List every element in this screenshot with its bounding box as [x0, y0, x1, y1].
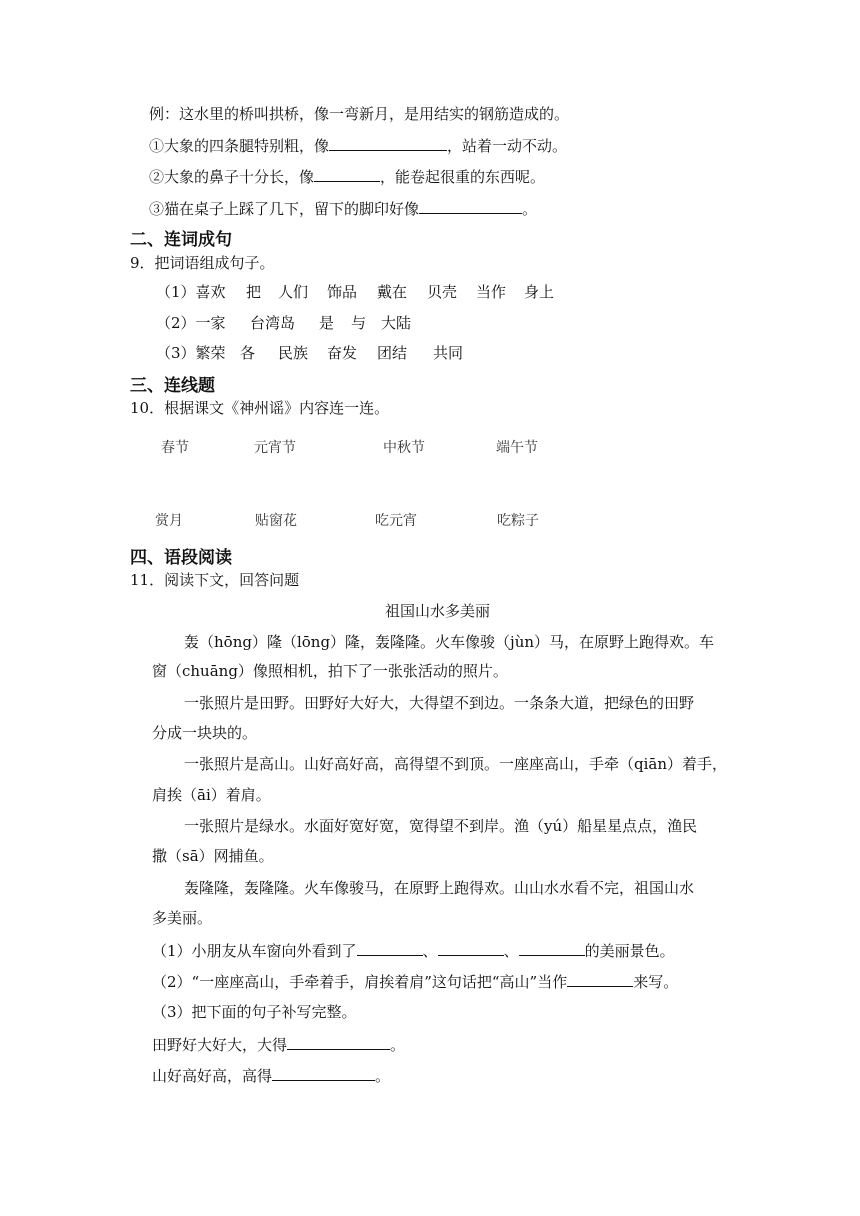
fill-sentence-1	[152, 1034, 405, 1055]
passage-line: 一张照片是田野。田野好大好大，大得望不到边。一条条大道，把绿色的田野	[184, 694, 695, 712]
match-item-bottom-1[interactable]: 赏月	[155, 513, 183, 529]
subquestion-1	[152, 940, 675, 961]
fill-sentence-2-tail: 。	[375, 1067, 391, 1085]
word: 身上	[524, 283, 555, 301]
word: 奋发	[327, 344, 358, 362]
question-10: 10．根据课文《神州谣》内容连一连。	[130, 399, 390, 417]
subquestion-3: （3）把下面的句子补写完整。	[152, 1003, 357, 1021]
q8-item-3-text-a: ③猫在桌子上踩了几下，留下的脚印好像	[149, 200, 420, 218]
answer-blank[interactable]	[419, 198, 522, 214]
match-item-bottom-3[interactable]: 吃元宵	[375, 513, 417, 529]
q8-item-2	[149, 166, 545, 187]
q8-item-3	[149, 198, 537, 219]
section-heading-3: 三、连线题	[130, 376, 215, 396]
answer-blank[interactable]	[272, 1065, 375, 1081]
match-item-top-1[interactable]: 春节	[161, 440, 189, 456]
answer-blank[interactable]	[314, 166, 380, 182]
q8-item-3-text-b: 。	[522, 200, 538, 218]
subquestion-2-text: （2）“一座座高山，手牵着手，肩挨着肩”这句话把“高山”当作	[152, 973, 568, 991]
passage-line: 一张照片是绿水。水面好宽好宽，宽得望不到岸。渔（yú）船星星点点，渔民	[184, 817, 698, 835]
answer-blank[interactable]	[287, 1034, 390, 1050]
answer-blank[interactable]	[567, 971, 633, 987]
word: 台湾岛	[250, 314, 296, 332]
q8-item-2-text-b: ，能卷起很重的东西呢。	[380, 168, 546, 186]
word: 各	[240, 344, 256, 362]
word: （1）喜欢	[156, 283, 226, 301]
question-11: 11．阅读下文，回答问题	[130, 571, 300, 589]
word: 大陆	[381, 314, 412, 332]
fill-sentence-2-text: 山好高好高，高得	[152, 1067, 273, 1085]
subquestion-2-tail: 来写。	[633, 973, 679, 991]
answer-blank[interactable]	[329, 135, 447, 151]
subquestion-1-tail: 的美丽景色。	[584, 942, 675, 960]
passage-line: 轰（hōng）隆（lōng）隆，轰隆隆。火车像骏（jùn）马，在原野上跑得欢。车	[184, 633, 715, 651]
passage-line: 窗（chuāng）像照相机，拍下了一张张活动的照片。	[152, 662, 508, 680]
passage-line: 多美丽。	[152, 909, 213, 927]
passage-line: 撒（sā）网捕鱼。	[152, 847, 274, 865]
word: 共同	[433, 344, 464, 362]
word: 当作	[476, 283, 507, 301]
passage-title: 祖国山水多美丽	[385, 602, 491, 620]
passage-line: 轰隆隆，轰隆隆。火车像骏马，在原野上跑得欢。山山水水看不完，祖国山水	[184, 879, 695, 897]
question-9: 9．把词语组成句子。	[130, 254, 275, 272]
passage-line: 分成一块块的。	[152, 724, 258, 742]
word: 把	[246, 283, 262, 301]
answer-blank[interactable]	[438, 940, 504, 956]
section-heading-2: 二、连词成句	[130, 230, 232, 250]
match-item-bottom-4[interactable]: 吃粽子	[497, 513, 539, 529]
word-row-2	[156, 313, 411, 333]
word: 与	[351, 314, 367, 332]
separator: 、	[422, 942, 438, 960]
match-item-top-4[interactable]: 端午节	[496, 440, 538, 456]
section-heading-4: 四、语段阅读	[130, 548, 232, 568]
word-row-1	[156, 282, 554, 302]
subquestion-1-text: （1）小朋友从车窗向外看到了	[152, 942, 357, 960]
example-sentence: 例：这水里的桥叫拱桥，像一弯新月，是用结实的钢筋造成的。	[149, 105, 570, 123]
answer-blank[interactable]	[357, 940, 423, 956]
match-item-top-2[interactable]: 元宵节	[254, 440, 296, 456]
word: 是	[319, 314, 335, 332]
word: 戴在	[377, 283, 408, 301]
separator: 、	[503, 942, 519, 960]
subquestion-2	[152, 971, 678, 992]
word: 民族	[278, 344, 309, 362]
passage-line: 一张照片是高山。山好高好高，高得望不到顶。一座座高山，手牵（qiān）着手，	[184, 755, 728, 773]
passage-line: 肩挨（āi）着肩。	[152, 786, 271, 804]
match-item-bottom-2[interactable]: 贴窗花	[255, 513, 297, 529]
word: 饰品	[327, 283, 358, 301]
word: （2）一家	[156, 314, 226, 332]
fill-sentence-1-text: 田野好大好大，大得	[152, 1036, 288, 1054]
word-row-3	[156, 343, 463, 363]
word: 人们	[278, 283, 309, 301]
q8-item-1-text-b: ，站着一动不动。	[447, 137, 568, 155]
answer-blank[interactable]	[519, 940, 585, 956]
q8-item-2-text-a: ②大象的鼻子十分长，像	[149, 168, 315, 186]
fill-sentence-1-tail: 。	[390, 1036, 406, 1054]
word: 贝壳	[427, 283, 458, 301]
match-item-top-3[interactable]: 中秋节	[383, 440, 425, 456]
word: 团结	[377, 344, 408, 362]
fill-sentence-2	[152, 1065, 390, 1086]
word: （3）繁荣	[156, 344, 226, 362]
q8-item-1	[149, 135, 567, 156]
q8-item-1-text-a: ①大象的四条腿特别粗，像	[149, 137, 330, 155]
